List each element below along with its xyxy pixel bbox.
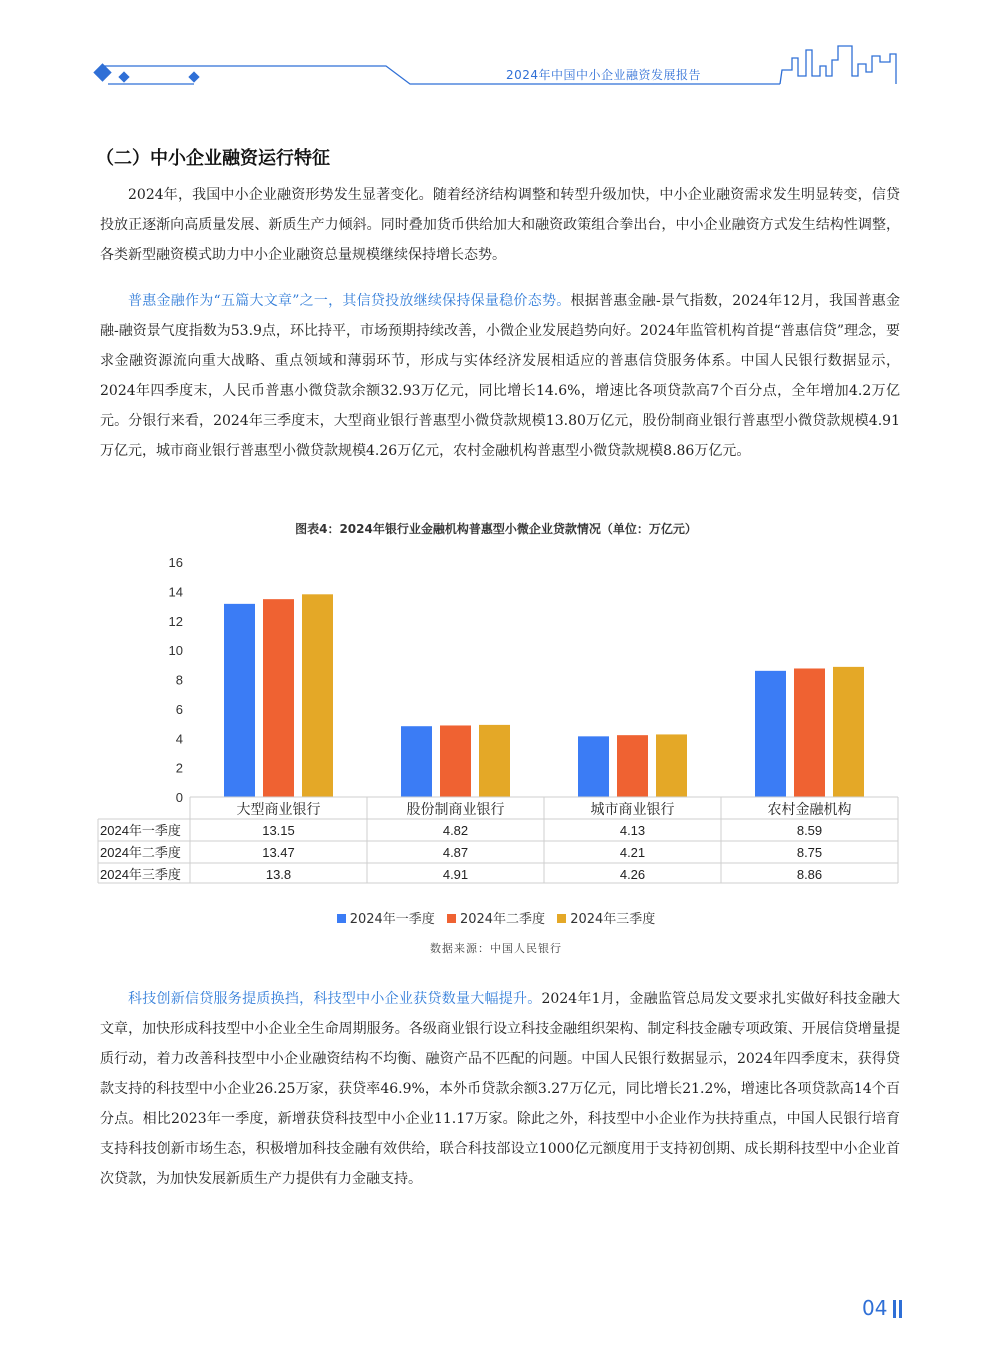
- data-label: 4.87: [442, 845, 469, 860]
- highlight-text: 普惠金融作为“五篇大文章”之一，其信贷投放继续保持保量稳价态势。: [128, 293, 571, 309]
- page-marker-icon: [893, 1300, 903, 1318]
- paragraph-text: 2024年1月，金融监管总局发文要求扎实做好科技金融大文章，加快形成科技型中小企业全生命周期服务。各级商业银行设立科技金融组织架构、制定科技金融专项政策、开展信贷增量提质行动，着力改善科技型中小企业融资结构不均衡、融资产品不匹配的问题。中国人民银行数据显示，2024年四季度末，获得贷款支持的科技型中小企业26.25万家，获贷率46.9%，本外币贷款余额3.27万亿元，同比增长21.2%，增速比各项贷款高14个百分点。相比2023年一季度，新增获贷科技型中小企业11.17万家。除此之外，科技型中小企业作为扶持重点，中国人民银行培育支持科技创新市场生态，积极增加科技金融有效供给，联合科技部设立1000亿元额度用于支持初创期、成长期科技型中小企业首次贷款，为加快发展新质生产力提供有力金融支持。: [100, 991, 901, 1187]
- data-label: 4.26: [619, 867, 646, 882]
- page-number: 04: [862, 1296, 888, 1320]
- paragraph: [100, 984, 900, 1194]
- bar: [479, 725, 510, 797]
- header-decoration: [0, 0, 992, 100]
- bar: [617, 735, 648, 797]
- bar: [263, 599, 294, 797]
- legend-swatch: [337, 914, 346, 923]
- chart-source: 数据来源：中国人民银行: [430, 942, 562, 955]
- paragraph: [100, 286, 900, 466]
- highlight-text: 科技创新信贷服务提质换挡，科技型中小企业获贷数量大幅提升。: [128, 991, 542, 1007]
- legend-item: 2024年二季度: [447, 908, 545, 927]
- y-tick-label: 12: [168, 613, 183, 629]
- diamond-icon: [118, 71, 129, 82]
- data-label: 13.15: [262, 823, 295, 838]
- skyline-icon: [780, 46, 896, 84]
- category-label: 城市商业银行: [590, 801, 675, 817]
- data-label: 13.8: [265, 867, 292, 882]
- bar: [224, 604, 255, 797]
- y-tick-label: 0: [175, 790, 183, 805]
- bar: [302, 594, 333, 797]
- category-label: 大型商业银行: [236, 801, 321, 817]
- y-tick-label: 2: [175, 760, 183, 776]
- legend-item: 2024年三季度: [557, 908, 655, 927]
- y-tick-label: 4: [175, 731, 183, 747]
- category-label: 股份制商业银行: [406, 801, 505, 817]
- y-tick-label: 8: [175, 672, 183, 688]
- bar: [755, 671, 786, 797]
- data-label: 8.59: [796, 823, 823, 838]
- section-title: （二）中小企业融资运行特征: [96, 148, 330, 169]
- y-tick-label: 10: [168, 643, 183, 659]
- bar-chart: [90, 548, 910, 893]
- bar: [440, 725, 471, 797]
- legend-swatch: [447, 914, 456, 923]
- y-tick-label: 16: [168, 555, 183, 570]
- data-label: 4.13: [619, 823, 646, 838]
- paragraph: 2024年，我国中小企业融资形势发生显著变化。随着经济结构调整和转型升级加快，中小企业融资需求发生明显转变，信贷投放正逐渐向高质量发展、新质生产力倾斜。同时叠加货币供给加大和融资政策组合拳出台，中小企业融资方式发生结构性调整，各类新型融资模式助力中小企业融资总量规模继续保持增长态势。: [100, 187, 900, 263]
- chart-title: 图表4：2024年银行业金融机构普惠型小微企业贷款情况（单位：万亿元）: [295, 522, 697, 536]
- bar: [833, 667, 864, 797]
- legend-item: 2024年一季度: [337, 908, 435, 927]
- bar: [578, 736, 609, 797]
- y-tick-label: 14: [168, 584, 183, 600]
- category-label: 农村金融机构: [767, 801, 852, 817]
- paragraph-text: 根据普惠金融-景气指数，2024年12月，我国普惠金融-融资景气度指数为53.9点，环比持平，市场预期持续改善，小微企业发展趋势向好。2024年监管机构首提“普惠信贷”理念，要求金融资源流向重大战略、重点领域和薄弱环节，形成与实体经济发展相适应的普惠信贷服务体系。中国人民银行数据显示，2024年四季度末，人民币普惠小微贷款余额32.93万亿元，同比增长14.6%，增速比各项贷款高7个百分点，全年增加4.2万亿元。分银行来看，2024年三季度末，大型商业银行普惠型小微贷款规模13.80万亿元，股份制商业银行普惠型小微贷款规模4.91万亿元，城市商业银行普惠型小微贷款规模4.26万亿元，农村金融机构普惠型小微贷款规模8.86万亿元。: [100, 293, 900, 459]
- bar: [656, 734, 687, 797]
- y-tick-label: 6: [175, 701, 183, 717]
- data-label: 4.82: [442, 823, 469, 838]
- bar: [794, 668, 825, 797]
- data-label: 13.47: [262, 845, 295, 860]
- data-label: 4.21: [619, 845, 646, 860]
- data-label: 8.75: [796, 845, 823, 860]
- series-label: 2024年三季度: [100, 867, 181, 882]
- series-label: 2024年二季度: [100, 845, 181, 860]
- series-label: 2024年一季度: [100, 823, 181, 838]
- legend-swatch: [557, 914, 566, 923]
- header-title: 2024年中国中小企业融资发展报告: [506, 68, 702, 82]
- chart-legend: [0, 908, 992, 927]
- bar: [401, 726, 432, 797]
- page-header: [0, 0, 992, 100]
- data-label: 4.91: [442, 867, 469, 882]
- diamond-icon: [188, 71, 199, 82]
- data-label: 8.86: [796, 867, 823, 882]
